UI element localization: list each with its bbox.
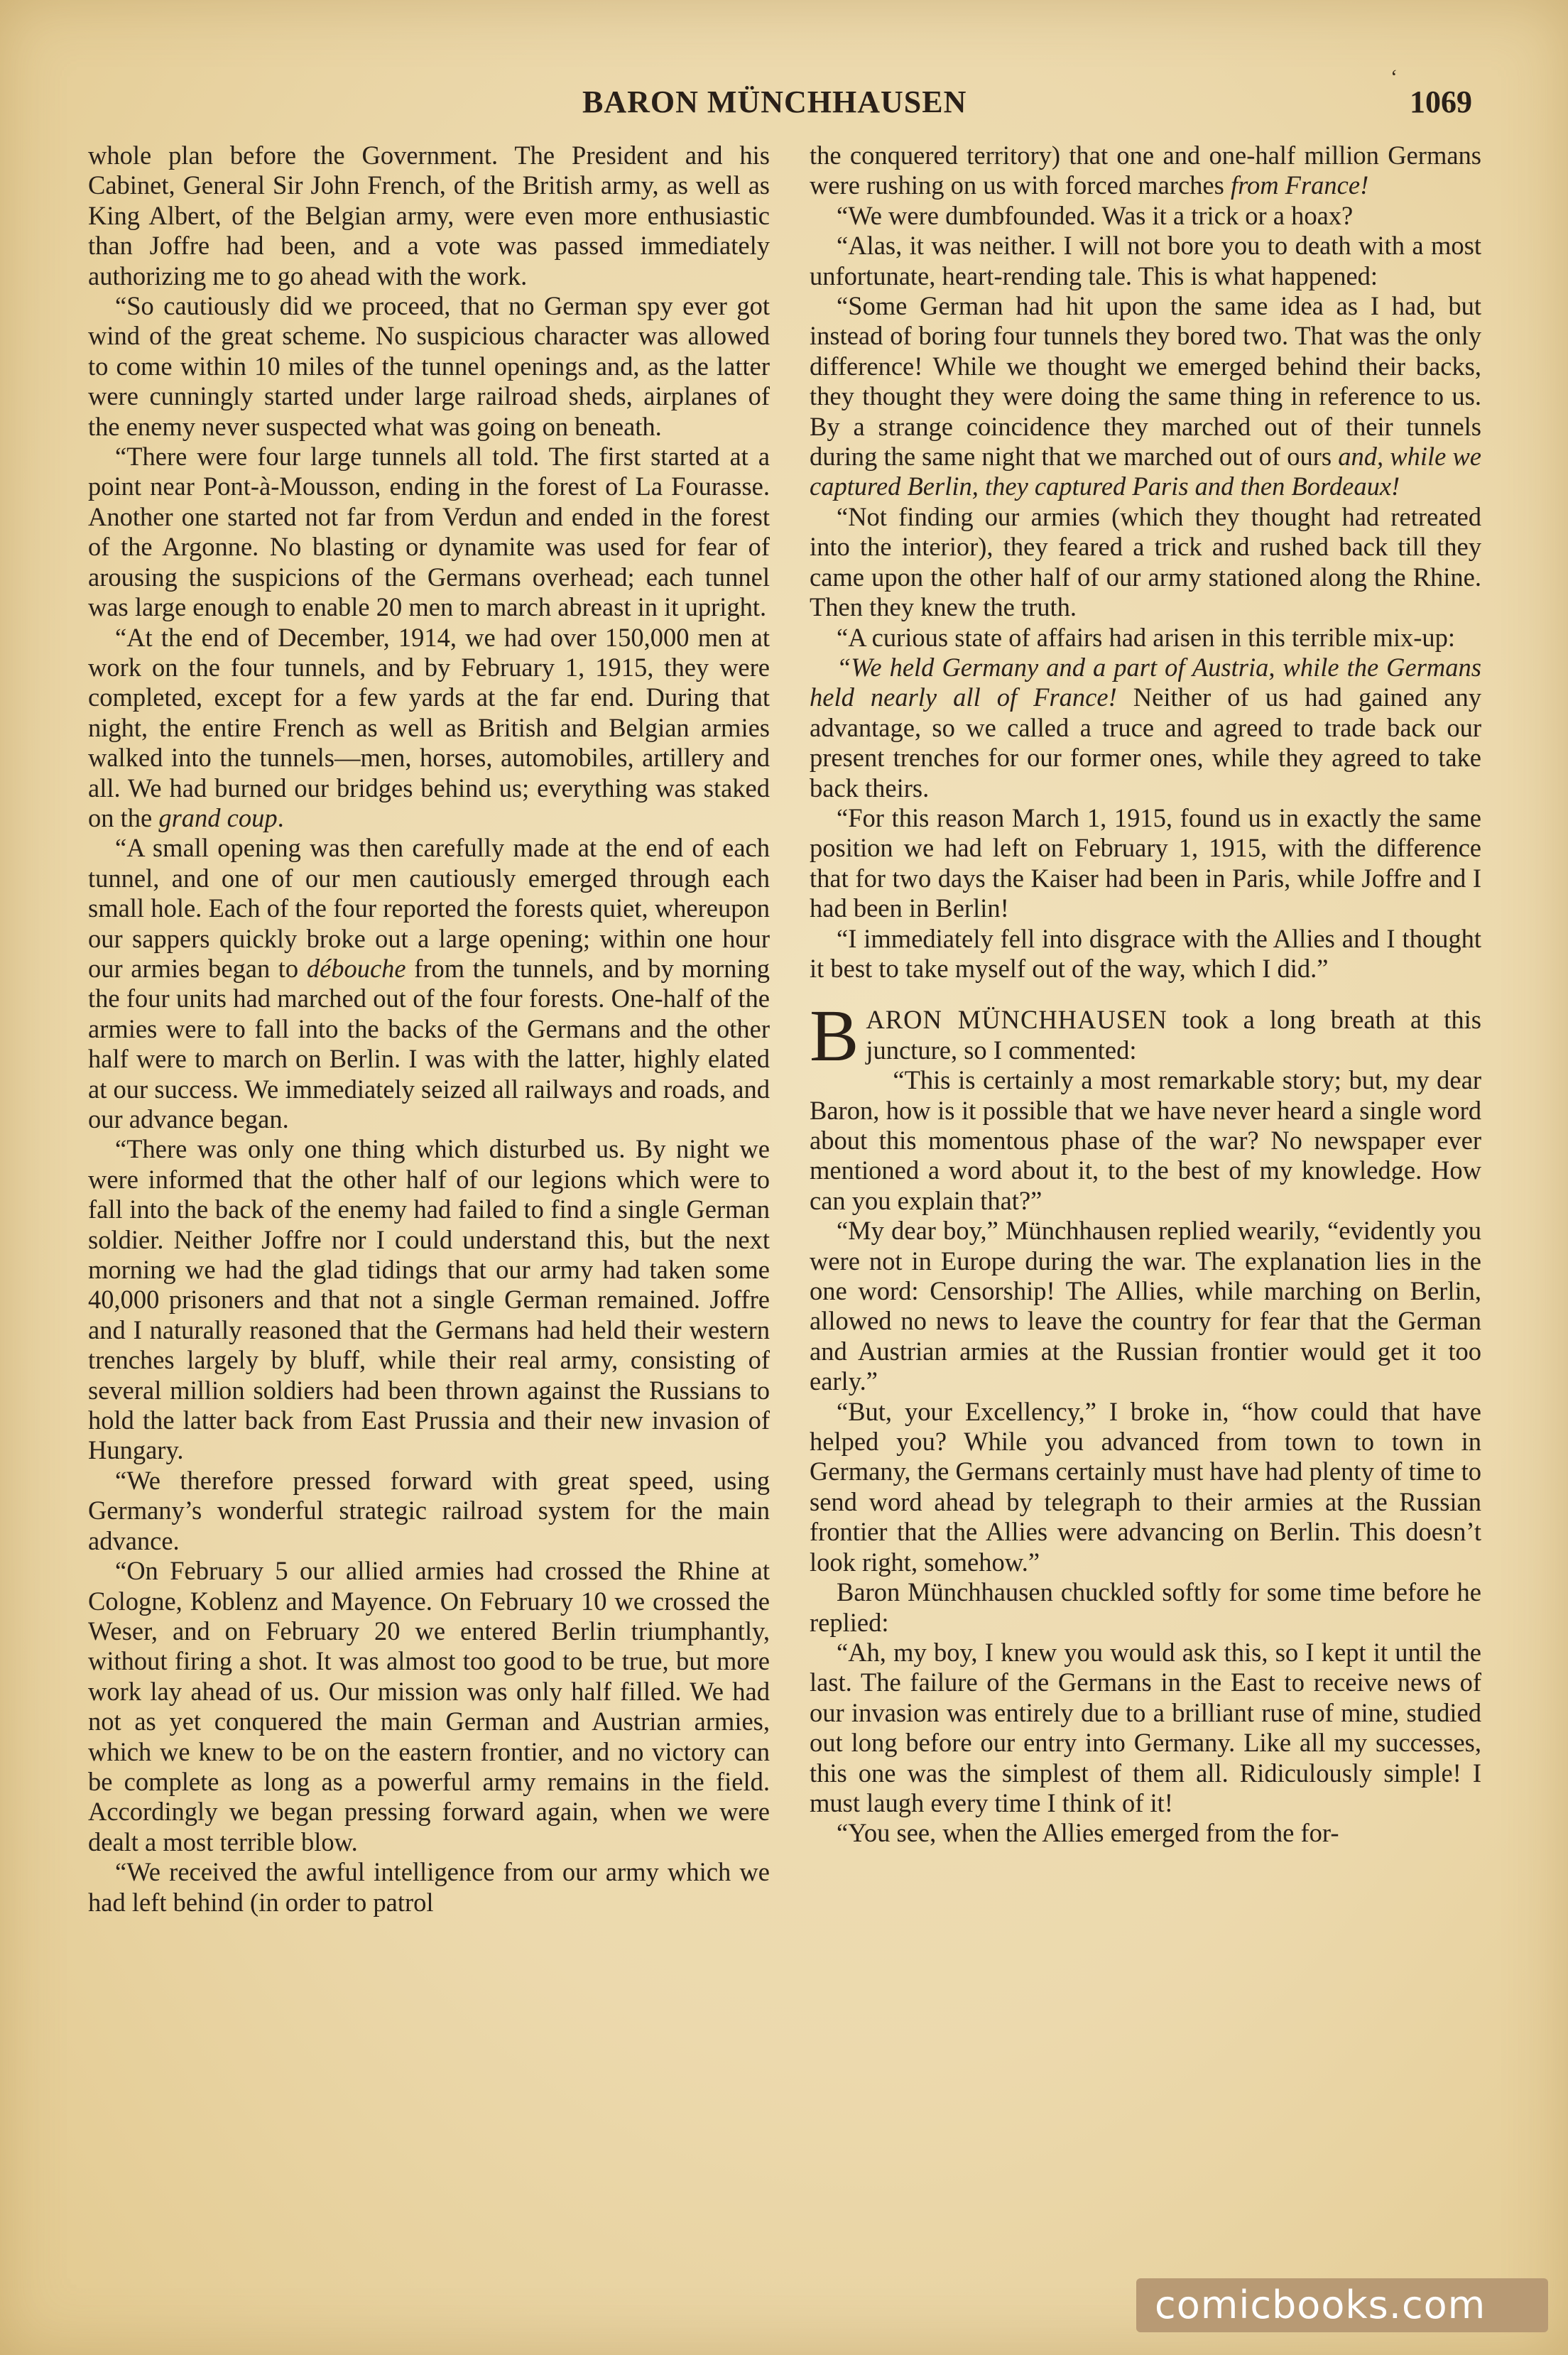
paragraph-text: “On February 5 our allied armies had crossed the Rhine at Cologne, Koblenz and Mayence. On February 10 we crossed the Weser, and on February 20 we entered Berlin triumphantly, without firing a shot. It was almost too good to be true, but more work lay ahead of us. Our mission was only half filled. We had not as yet conquered the main German and Austrian armies, which we knew to be on the eastern frontier, and no victory can be complete as long as a powerful army remains in the field. Accordingly we began pressing forward again, when we were dealt a most terrible blow. — [88, 1556, 770, 1856]
italic-phrase: from France! — [1230, 170, 1369, 200]
left-column — [88, 141, 770, 2264]
right-column — [810, 141, 1481, 2264]
paragraph — [88, 1556, 770, 1857]
paragraph-text: “A small opening was then carefully made at the end of each tunnel, and one of our men cautiously emerged through each small hole. Each of the four reported the forests quiet, whereupon our sappers quickly broke out a large opening; within one hour our armies began to — [88, 833, 770, 983]
italic-phrase: and, while we captured Berlin, they captured Paris and then Bordeaux! — [810, 442, 1481, 501]
paragraph-text: “There were four large tunnels all told. The first started at a point near Pont-à-Mousson, ending in the forest of La Fourasse. Another one started not far from Verdun and ended in the forest of the Argonne. No blasting or dynamite was used for fear of arousing the suspicions of the Germans overhead; each tunnel was large enough to enable 20 men to march abreast in it upright. — [88, 442, 770, 622]
paragraph-text-tail: Neither of us had gained any advantage, so we called a truce and agreed to trade back our present trenches for our former ones, while they agreed to take back theirs. — [810, 682, 1481, 803]
paragraph-text: “I immediately fell into disgrace with the Allies and I thought it best to take myself out of the way, which I did.” — [810, 923, 1481, 983]
paragraph — [810, 1397, 1481, 1577]
paragraph — [810, 653, 1481, 803]
paragraph-text: “This is certainly a most remarkable story; but, my dear Baron, how is it possible that we have never heard a single word about this momentous phase of the war? No newspaper ever mentioned a word about it, to the best of my knowledge. How can you explain that?” — [810, 1065, 1481, 1215]
watermark-text: comicbooks.com — [1155, 2283, 1486, 2327]
paragraph-text: “Ah, my boy, I knew you would ask this, so I kept it until the last. The failure of the Germans in the East to receive news of our invasion was entirely due to a brilliant ruse of mine, studied out long before our entry into Germany. Like all my successes, this one was the simplest of them all. Ridiculously simple! I must laugh every time I think of it! — [810, 1637, 1481, 1817]
paragraph-text-tail: . — [277, 803, 284, 832]
paragraph-text: “But, your Excellency,” I broke in, “how could that have helped you? While you advanced from town to town in Germany, the Germans certainly must have had plenty of time to send word ahead by telegraph to their armies at the Russian frontier that the Allies were advancing on Berlin. This doesn’t look right, somehow.” — [810, 1396, 1481, 1577]
paragraph-text: “We therefore pressed forward with great speed, using Germany’s wonderful strategic railroad system for the main advance. — [88, 1465, 770, 1555]
watermark-badge — [1136, 2278, 1548, 2332]
paragraph — [810, 803, 1481, 924]
paragraph — [810, 231, 1481, 291]
paragraph-text: “There was only one thing which disturbed us. By night we were informed that the other half of our legions which were to fall into the back of the enemy had failed to find a single German soldier. Neither Joffre nor I could understand this, but the next morning we had the glad tidings that our army had taken some 40,000 prisoners and that not a single German remained. Joffre and I naturally reasoned that the Germans had held their western trenches largely by bluff, while their real army, consisting of several million soldiers had been thrown against the Russians to hold the latter back from East Prussia and their new invasion of Hungary. — [88, 1134, 770, 1465]
paragraph-text: “You see, when the Allies emerged from the for- — [837, 1818, 1339, 1848]
paragraph-text: “Not finding our armies (which they thought had retreated into the interior), they feared a trick and rushed back till they came upon the other half of our army stationed along the Rhine. Then they knew the truth. — [810, 501, 1481, 622]
paragraph — [810, 141, 1481, 201]
paragraph-text: “Some German had hit upon the same idea as I had, but instead of boring four tunnels they bored two. That was the only difference! While we thought we emerged behind their backs, they thought they were doing the same thing in reference to us. By a strange coincidence they marched out of their tunnels during the same night that we marched out of ours — [810, 291, 1481, 472]
paragraph — [810, 1577, 1481, 1638]
section-two-lead — [810, 995, 1481, 1077]
paragraph-text: “My dear boy,” Münchhausen replied wearily, “evidently you were not in Europe during the war. The explanation lies in the one word: Censorship! The Allies, while marching on Berlin, allowed no news to leave the country for fear that the German and Austrian armies at the Russian frontier would get it too early.” — [810, 1216, 1481, 1396]
italic-phrase: “We held Germany and a part of Austria, while the Germans held nearly all of France! — [810, 652, 1481, 712]
drop-cap: B — [810, 995, 859, 1077]
paragraph — [810, 201, 1481, 231]
lead-small-caps: ARON MÜNCHHAUSEN — [866, 1005, 1167, 1035]
paragraph — [88, 1466, 770, 1556]
running-head — [0, 84, 1568, 134]
paragraph-text: “A curious state of affairs had arisen in this terrible mix-up: — [837, 622, 1456, 652]
paragraph — [88, 1134, 770, 1465]
paragraph-text: Baron Münchhausen chuckled softly for some time before he replied: — [810, 1577, 1481, 1637]
italic-phrase: débouche — [306, 953, 406, 983]
paragraph-text: “So cautiously did we proceed, that no German spy ever got wind of the great scheme. No suspicious character was allowed to come within 10 miles of the tunnel openings and, as the latter were cunningly started under large railroad sheds, airplanes of the enemy never suspected what was going on beneath. — [88, 291, 770, 441]
paragraph-text: the conquered territory) that one and one-half million Germans were rushing on us with forced marches — [810, 141, 1481, 200]
lead-rest: took a long breath at this juncture, so I commented: — [866, 1005, 1481, 1065]
paragraph-text: “At the end of December, 1914, we had over 150,000 men at work on the four tunnels, and by February 1, 1915, they were completed, except for a few yards at the far end. During that night, the entire French as well as British and Belgian armies walked into the tunnels—men, horses, automobiles, artillery and all. We had burned our bridges behind us; everything was staked on the — [88, 622, 770, 832]
paragraph — [88, 1857, 770, 1918]
corner-mark: ʻ — [1390, 65, 1398, 89]
italic-phrase: grand coup — [158, 803, 278, 832]
paragraph-text-tail: from the tunnels, and by morning the four units had marched out of the four forests. One-half of the armies were to fall into the backs of the Germans and the other half were to march on Berlin. I was with the latter, highly elated at our success. We immediately seized all railways and roads, and our advance began. — [88, 953, 770, 1133]
paragraph — [810, 924, 1481, 984]
paragraph — [810, 1638, 1481, 1818]
paragraph — [810, 1065, 1481, 1216]
paragraph — [88, 291, 770, 442]
paragraph — [88, 141, 770, 291]
paragraph — [810, 502, 1481, 623]
running-title: BARON MÜNCHHAUSEN — [582, 85, 967, 119]
paragraph — [88, 833, 770, 1134]
paragraph — [88, 442, 770, 622]
page-number: 1069 — [1410, 85, 1472, 119]
paragraph-text: “We received the awful intelligence from our army which we had left behind (in order to patrol — [88, 1857, 770, 1917]
paragraph — [88, 623, 770, 834]
paragraph-text: whole plan before the Government. The President and his Cabinet, General Sir John French, of the British army, as well as King Albert, of the Belgian army, were even more enthusiastic than Joffre had been, and a vote was passed immediately authorizing me to go ahead with the work. — [88, 141, 770, 290]
paragraph — [810, 623, 1481, 653]
paragraph — [810, 1818, 1481, 1848]
paragraph-text: “We were dumbfounded. Was it a trick or a hoax? — [837, 200, 1354, 230]
paragraph — [810, 1216, 1481, 1396]
paragraph-text: “Alas, it was neither. I will not bore you to death with a most unfortunate, heart-rending tale. This is what happened: — [810, 231, 1481, 290]
paragraph-text: “For this reason March 1, 1915, found us in exactly the same position we had left on February 1, 1915, with the difference that for two days the Kaiser had been in Paris, while Joffre and I had been in Berlin! — [810, 803, 1481, 923]
paragraph — [810, 291, 1481, 502]
